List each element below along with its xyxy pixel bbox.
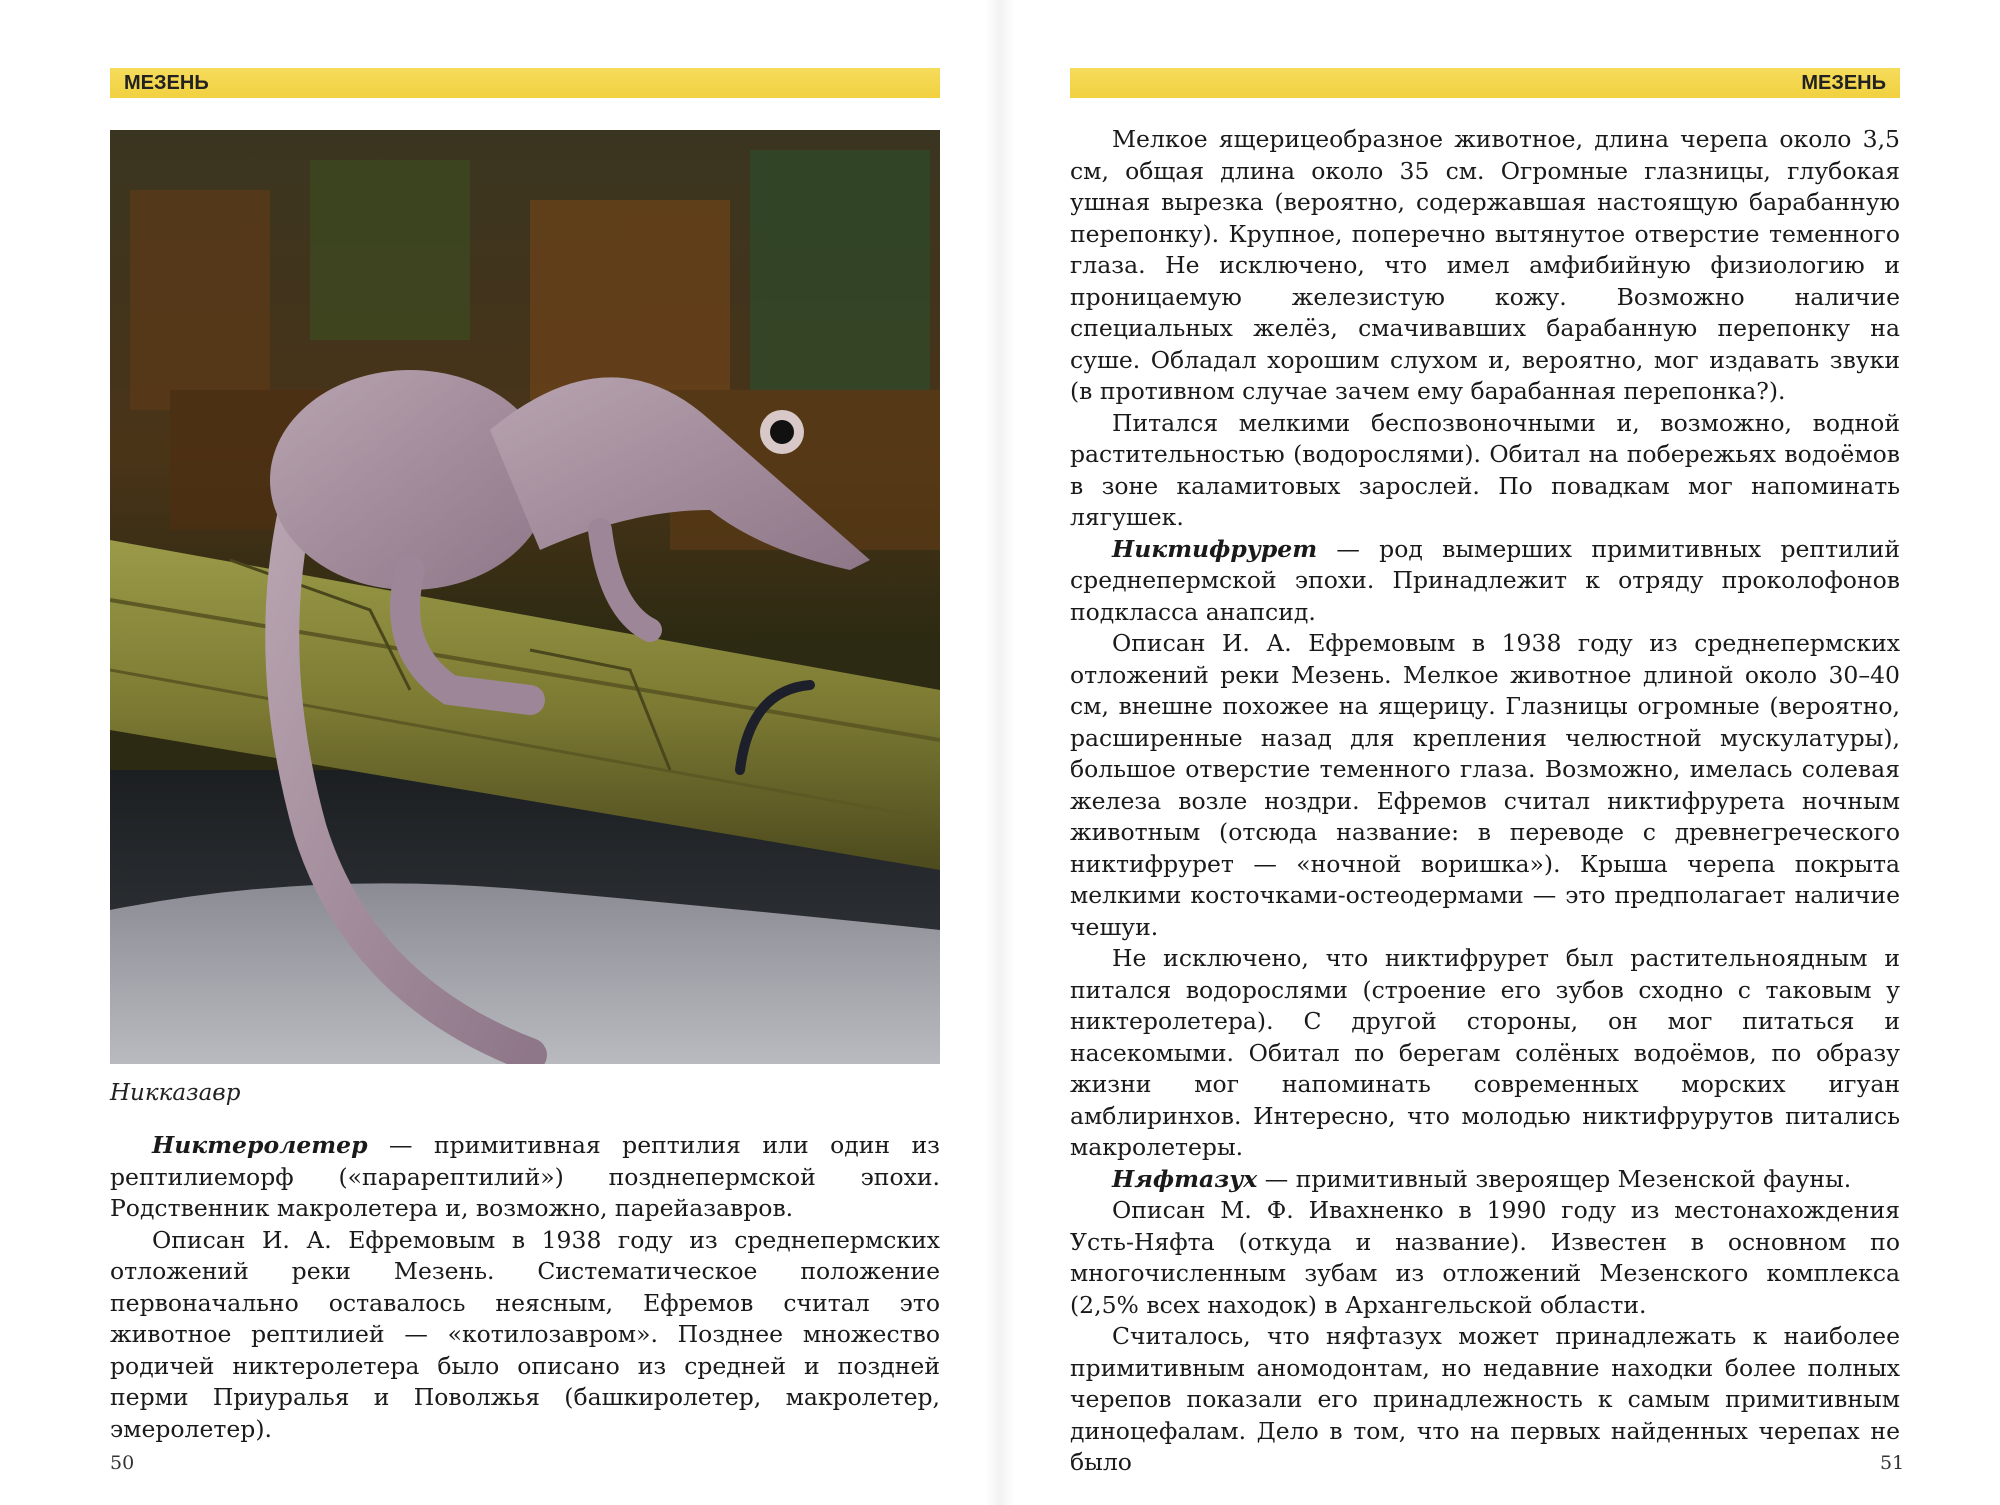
running-header xyxy=(110,68,940,98)
paragraph xyxy=(1070,534,1900,629)
paragraph xyxy=(110,1130,940,1225)
paragraph: Питался мелкими беспозвоночными и, возможно, водной растительностью (водорослями). Обитал на побережьях водоёмов в зоне каламитовых зарослей. По повадкам мог напоминать лягушек. xyxy=(1070,408,1900,531)
illustration-nikkasaurus xyxy=(110,130,940,1064)
reptile-illustration xyxy=(110,130,940,1064)
paragraph: Описан И. А. Ефремовым в 1938 году из среднепермских отложений реки Мезень. Систематическое положение первоначально оставалось неясным, Ефремов считал это животное рептилией — «котилозавром». Позднее множество родичей никтеролетера было описано из средней и поздней перми Приуралья и Поволжья (башкиролетер, макролетер, эмеролетер). xyxy=(110,1225,940,1443)
page-number: 50 xyxy=(110,1452,135,1474)
term-niaftasuchus: Няфтазух xyxy=(1112,1164,1258,1193)
page-number: 51 xyxy=(1880,1452,1905,1474)
right-body-text xyxy=(1070,124,1900,1479)
header-title: МЕЗЕНЬ xyxy=(124,71,209,94)
paragraph: Не исключено, что никтифрурет был растительноядным и питался водорослями (строение его зубов сходно с таковым у никтеролетера). С другой стороны, он мог питаться и насекомыми. Обитал по берегам солёных водоёмов, по образу жизни мог напоминать современных морских игуан амблиринхов. Интересно, что молодью никтифрурутов питались макролетеры. xyxy=(1070,944,1900,1161)
right-page xyxy=(1000,0,2000,1505)
paragraph: Мелкое ящерицеобразное животное, длина черепа около 3,5 см, общая длина около 35 см. Огромные глазницы, глубокая ушная вырезка (вероятно, содержавшая настоящую барабанную перепонку). Крупное, поперечно вытянутое отверстие теменного глаза. Не исключено, что имел амфибийную физиологию и проницаемую железистую кожу. Возможно наличие специальных желёз, смачивавших барабанную перепонку на суше. Обладал хорошим слухом и, вероятно, мог издавать звуки (в противном случае зачем ему барабанная перепонка?). xyxy=(1070,125,1900,405)
running-header xyxy=(1070,68,1900,98)
paragraph-text: — род вымерших примитивных рептилий среднепермской эпохи. Принадлежит к отряду проколофонов подкласса анапсид. xyxy=(1070,534,1900,626)
header-title: МЕЗЕНЬ xyxy=(1801,71,1886,94)
paragraph: Описан И. А. Ефремовым в 1938 году из среднепермских отложений реки Мезень. Мелкое животное длиной около 30–40 см, внешне похожее на ящерицу. Глазницы огромные (вероятно, расширенные назад для крепления челюстной мускулатуры), большое отверстие теменного глаза. Возможно, имелась солевая железа возле ноздри. Ефремов считал никтифрурета ночным животным (отсюда название: в переводе с древнегреческого никтифрурет — «ночной воришка»). Крыша черепа покрыта мелкими косточками-остеодермами — это предполагает наличие чешуи. xyxy=(1070,629,1900,941)
paragraph: Описан М. Ф. Ивахненко в 1990 году из местонахождения Усть-Няфта (откуда и название). Известен в основном по многочисленным зубам из отложений Мезенского комплекса (2,5% всех находок) в Архангельской области. xyxy=(1070,1196,1900,1319)
paragraph xyxy=(1070,1164,1900,1196)
term-nyctiphruretus: Никтифрурет xyxy=(1112,534,1318,563)
paragraph-text: — примитивная рептилия или один из рептилиеморф («парарептилий») позднепермской эпохи. Родственник макролетера и, возможно, парейазавров. xyxy=(110,1131,940,1222)
term-nycteroleter: Никтеролетер xyxy=(152,1131,368,1159)
left-body-text xyxy=(110,1130,940,1445)
paragraph-text: — примитивный звероящер Мезенской фауны. xyxy=(1257,1164,1852,1193)
paragraph: Считалось, что няфтазух может принадлежать к наиболее примитивным аномодонтам, но недавние находки более полных черепов показали его принадлежность к самым примитивным диноцефалам. Дело в том, что на первых найденных черепах не было xyxy=(1070,1322,1900,1476)
figure-caption: Никказавр xyxy=(110,1080,241,1106)
